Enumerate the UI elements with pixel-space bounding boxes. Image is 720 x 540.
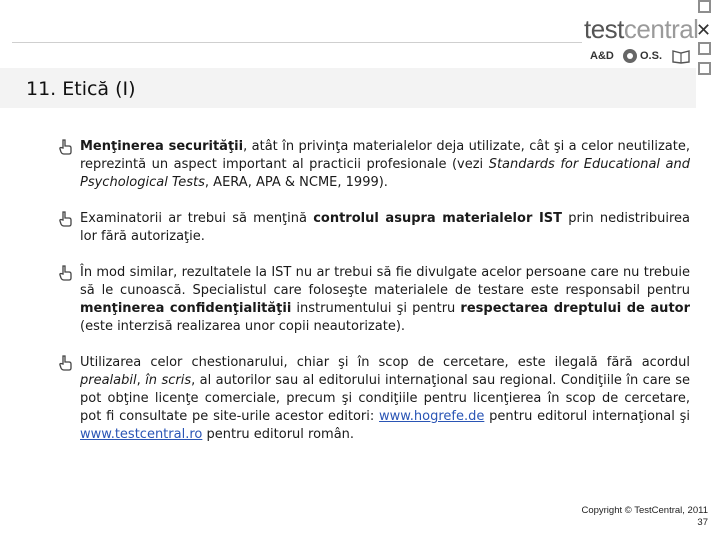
pointing-hand-icon — [58, 355, 72, 371]
logo-wordmark — [584, 14, 698, 44]
list-item — [58, 354, 690, 444]
testcentral-logo — [584, 14, 699, 74]
item-text: (este interzisă realizarea unor copii neautorizate). — [80, 319, 406, 334]
slide-footer — [581, 505, 708, 529]
item-text: instrumentului şi pentru — [291, 301, 461, 316]
hogrefe-link[interactable]: www.hogrefe.de — [379, 409, 485, 424]
item-text: , al autorilor sau al editorului internaţional sau regional. Condiţiile în care se pot obţine licenţe comerciale, precum şi condiţiile pentru licenţierea în scop de cercetare, pot fi consultate pe site-urile acestor editori: — [80, 373, 690, 424]
item-text: , AERA, APA & NCME, 1999). — [204, 175, 388, 190]
restore-square-icon[interactable] — [698, 0, 711, 13]
list-item — [58, 264, 690, 336]
list-item — [58, 138, 690, 192]
logo-word-test: test — [584, 14, 624, 44]
pointing-hand-icon — [58, 139, 72, 155]
pointing-hand-icon — [58, 211, 72, 227]
testcentral-link[interactable]: www.testcentral.ro — [80, 427, 203, 442]
item-text: , — [136, 373, 146, 388]
logo-word-central: central — [623, 14, 699, 44]
list-item — [58, 210, 690, 246]
item-emphasis: Standards for Educational and Psychological Tests — [80, 157, 690, 190]
slide-title: 11. Etică (I) — [26, 78, 136, 100]
copyright-text: Copyright © TestCentral, 2011 — [581, 505, 708, 516]
item-text: În mod similar, rezultatele la IST nu ar trebui să fie divulgate acelor persoane care nu trebuie să le cunoască. Specialistul care foloseşte materialele de testare este responsabil pentru — [80, 265, 690, 298]
globe-g-icon — [622, 47, 638, 65]
close-x-icon[interactable]: ✕ — [696, 20, 712, 41]
slide-content — [58, 138, 690, 462]
item-strong: respectarea dreptului de autor — [460, 301, 690, 316]
restore-square-icon[interactable] — [698, 62, 711, 75]
item-strong: Menţinerea securităţii — [80, 139, 244, 154]
item-text: Examinatorii ar trebui să menţină — [80, 211, 314, 226]
item-text: pentru editorul internaţional şi — [484, 409, 690, 424]
window-controls — [696, 0, 716, 80]
page-number: 37 — [697, 517, 708, 528]
restore-square-icon[interactable] — [698, 42, 711, 55]
item-text: pentru editorul român. — [202, 427, 355, 442]
header-divider — [12, 42, 582, 43]
pointing-hand-icon — [58, 265, 72, 281]
item-emphasis: în scris — [145, 373, 192, 388]
partner-logo-a: A&D — [590, 50, 614, 62]
item-strong: controlul asupra materialelor IST — [313, 211, 563, 226]
item-emphasis: prealabil — [80, 373, 137, 388]
partner-logos — [588, 45, 692, 69]
item-strong: menţinerea confidenţialităţii — [80, 301, 292, 316]
book-icon — [672, 48, 690, 64]
item-text: Utilizarea celor chestionarului, chiar şi în scop de cercetare, este ilegală fără acordul — [80, 355, 690, 370]
item-text: prin nedistribuirea lor fără autorizaţie. — [80, 211, 690, 244]
partner-logo-b: O.S. — [640, 50, 663, 62]
item-text: , atât în privinţa materialelor deja utilizate, cât şi a celor neutilizate, reprezintă un aspect important al practicii profesionale (vezi — [80, 139, 690, 172]
